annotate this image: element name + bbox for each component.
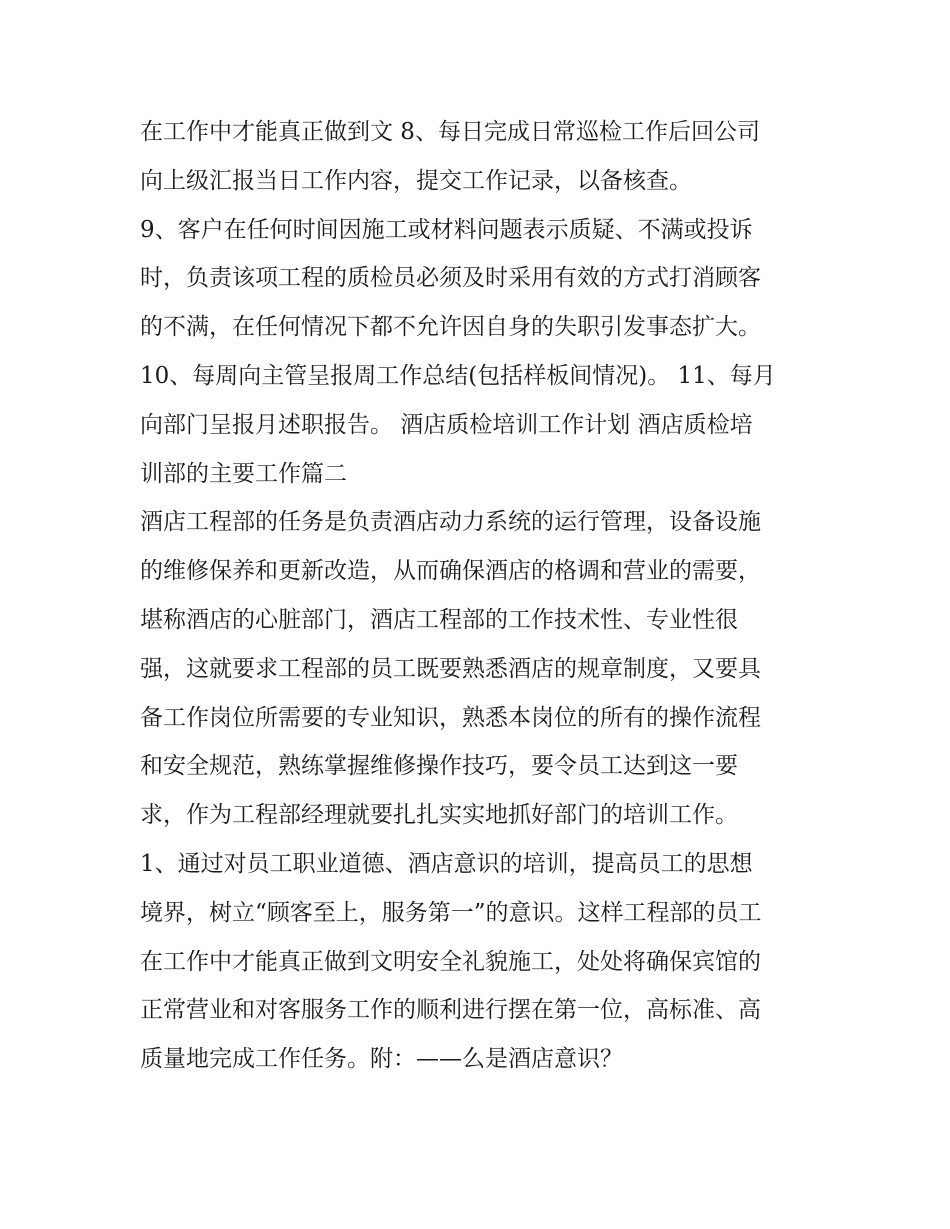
text-line: 境界，树立“顾客至上，服务第一”的意识。这样工程部的员工: [140, 899, 762, 926]
text-line: 训部的主要工作篇二: [140, 460, 347, 487]
text-line: 10、每周向主管呈报周工作总结(包括样板间情况)。 11、每月: [140, 362, 776, 389]
text-line: 酒店工程部的任务是负责酒店动力系统的运行管理，设备设施: [140, 509, 761, 536]
text-line: 堪称酒店的心脏部门，酒店工程部的工作技术性、专业性很: [140, 606, 738, 633]
text-line: 强，这就要求工程部的员工既要熟悉酒店的规章制度，又要具: [140, 655, 761, 682]
text-line: 在工作中才能真正做到文明安全礼貌施工，处处将确保宾馆的: [140, 948, 761, 975]
text-line: 求，作为工程部经理就要扎扎实实地抓好部门的培训工作。: [140, 802, 738, 829]
text-line: 向部门呈报月述职报告。 酒店质检培训工作计划 酒店质检培: [140, 411, 753, 438]
text-line: 在工作中才能真正做到文 8、每日完成日常巡检工作后回公司: [140, 119, 760, 145]
text-line: 质量地完成工作任务。附：——么是酒店意识？: [140, 1046, 623, 1073]
text-line: 向上级汇报当日工作内容，提交工作记录，以备核查。: [140, 167, 692, 194]
text-line: 的维修保养和更新改造，从而确保酒店的格调和营业的需要，: [140, 558, 761, 585]
document-body: [140, 108, 820, 1084]
text-line: 的不满，在任何情况下都不允许因自身的失职引发事态扩大。: [140, 314, 761, 341]
text-line: 1、通过对员工职业道德、酒店意识的培训，提高员工的思想: [140, 850, 753, 877]
text-line: 9、客户在任何时间因施工或材料问题表示质疑、不满或投诉: [140, 216, 753, 243]
text-line: 正常营业和对客服务工作的顺利进行摆在第一位，高标准、高: [140, 997, 761, 1024]
text-line: 时，负责该项工程的质检员必须及时采用有效的方式打消顾客: [140, 265, 761, 292]
text-line: 和安全规范，熟练掌握维修操作技巧，要令员工达到这一要: [140, 753, 738, 780]
text-line: 备工作岗位所需要的专业知识，熟悉本岗位的所有的操作流程: [140, 704, 761, 731]
